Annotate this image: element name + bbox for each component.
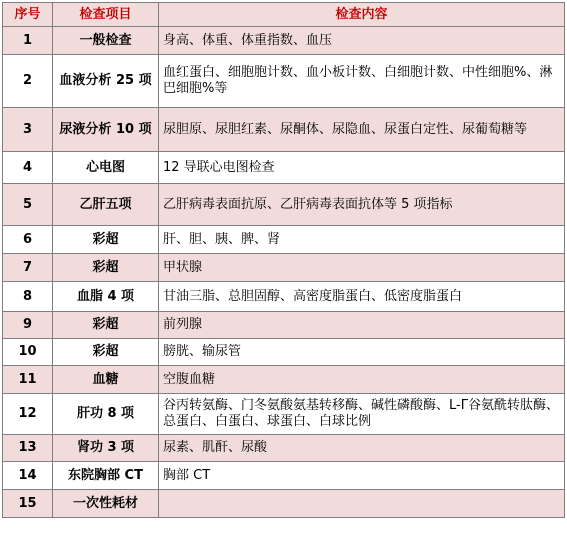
row-content: 谷丙转氨酶、门冬氨酸氨基转移酶、碱性磷酸酶、L-Γ谷氨酰转肽酶、总蛋白、白蛋白、球蛋白、白球比例 — [159, 394, 565, 435]
row-item: 心电图 — [53, 152, 159, 184]
row-content: 甲状腺 — [159, 254, 565, 282]
row-content: 血红蛋白、细胞胞计数、血小板计数、白细胞计数、中性细胞%、淋巴细胞%等 — [159, 55, 565, 108]
table-row — [3, 282, 565, 312]
table-row — [3, 55, 565, 108]
table-row — [3, 490, 565, 518]
row-content: 胸部 CT — [159, 462, 565, 490]
row-content: 乙肝病毒表面抗原、乙肝病毒表面抗体等 5 项指标 — [159, 184, 565, 226]
row-no: 6 — [3, 226, 53, 254]
row-no: 4 — [3, 152, 53, 184]
row-content: 空腹血糖 — [159, 366, 565, 394]
table-row — [3, 312, 565, 339]
table-row — [3, 366, 565, 394]
exam-items-table — [2, 2, 565, 518]
row-no: 14 — [3, 462, 53, 490]
row-no: 12 — [3, 394, 53, 435]
table-row — [3, 254, 565, 282]
row-item: 一般检查 — [53, 27, 159, 55]
row-no: 1 — [3, 27, 53, 55]
row-item: 尿液分析 10 项 — [53, 108, 159, 152]
row-no: 11 — [3, 366, 53, 394]
row-no: 15 — [3, 490, 53, 518]
row-item: 血液分析 25 项 — [53, 55, 159, 108]
row-item: 肝功 8 项 — [53, 394, 159, 435]
row-content: 前列腺 — [159, 312, 565, 339]
row-content: 身高、体重、体重指数、血压 — [159, 27, 565, 55]
row-no: 2 — [3, 55, 53, 108]
row-no: 10 — [3, 339, 53, 366]
table-row — [3, 394, 565, 435]
row-no: 9 — [3, 312, 53, 339]
row-item: 彩超 — [53, 312, 159, 339]
row-content: 尿素、肌酐、尿酸 — [159, 435, 565, 462]
row-item: 血糖 — [53, 366, 159, 394]
row-item: 东院胸部 CT — [53, 462, 159, 490]
header-content: 检查内容 — [159, 3, 565, 27]
header-no: 序号 — [3, 3, 53, 27]
table-row — [3, 184, 565, 226]
row-no: 5 — [3, 184, 53, 226]
row-content: 甘油三脂、总胆固醇、高密度脂蛋白、低密度脂蛋白 — [159, 282, 565, 312]
row-item: 乙肝五项 — [53, 184, 159, 226]
row-item: 血脂 4 项 — [53, 282, 159, 312]
table-row — [3, 339, 565, 366]
row-no: 8 — [3, 282, 53, 312]
table-row — [3, 27, 565, 55]
row-item: 肾功 3 项 — [53, 435, 159, 462]
table-row — [3, 152, 565, 184]
table-row — [3, 226, 565, 254]
row-content: 尿胆原、尿胆红素、尿酮体、尿隐血、尿蛋白定性、尿葡萄糖等 — [159, 108, 565, 152]
row-no: 13 — [3, 435, 53, 462]
header-item: 检查项目 — [53, 3, 159, 27]
row-content: 肝、胆、胰、脾、肾 — [159, 226, 565, 254]
row-no: 3 — [3, 108, 53, 152]
table-row — [3, 435, 565, 462]
row-item: 一次性耗材 — [53, 490, 159, 518]
row-item: 彩超 — [53, 339, 159, 366]
row-content — [159, 490, 565, 518]
row-item: 彩超 — [53, 254, 159, 282]
table-row — [3, 462, 565, 490]
table-row — [3, 108, 565, 152]
row-item: 彩超 — [53, 226, 159, 254]
table-header-row — [3, 3, 565, 27]
row-content: 12 导联心电图检查 — [159, 152, 565, 184]
row-no: 7 — [3, 254, 53, 282]
row-content: 膀胱、输尿管 — [159, 339, 565, 366]
